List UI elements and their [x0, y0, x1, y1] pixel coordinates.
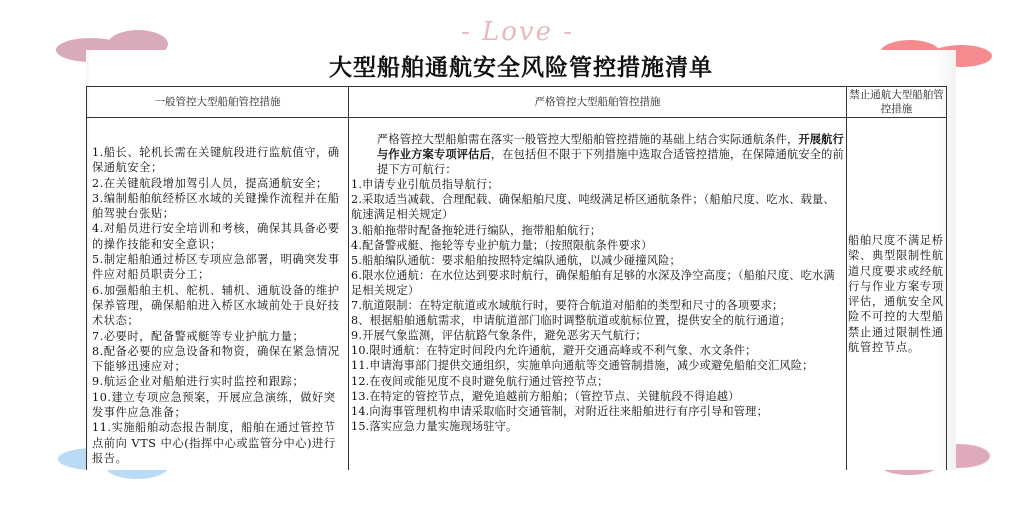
strict-measure-item: 11.申请海事部门提供交通组织，实施单向通航等交通管制措施，减少或避免船舶交汇风险；: [351, 359, 814, 373]
general-measure-item: 11.实施船舶动态报告制度，船舶在通过管控节点前向 VTS 中心(指挥中心或监管分中心)进行报告。: [92, 421, 336, 465]
strict-measure-item: 3.船舶拖带时配备拖轮进行编队，拖带船舶航行；: [351, 223, 602, 237]
header-general-measures: 一般管控大型船舶管控措施: [87, 87, 349, 118]
strict-measure-item: 14.向海事管理机构申请采取临时交通管制，对附近往来船舶进行有序引导和管理；: [351, 404, 768, 418]
general-measures-list: [87, 118, 348, 466]
strict-measure-item: 10.限时通航：在特定时间段内允许通航，避开交通高峰或不利气象、水文条件；: [351, 344, 757, 358]
strict-measure-item: 12.在夜间或能见度不良时避免航行通过管控节点；: [351, 374, 609, 388]
header-prohibited-label: 禁止通航大型船舶管控措施: [849, 89, 944, 115]
strict-measure-item: 9.开展气象监测，评估航路气象条件，避免恶劣天气航行；: [351, 329, 647, 343]
general-measure-item: 6.加强船舶主机、舵机、辅机、通航设备的维护保养管理，确保船舶进入桥区水域前处于良好技术状态；: [92, 283, 340, 328]
general-measure-item: 3.编制船舶航经桥区水域的关键操作流程并在船舶驾驶台张贴；: [92, 191, 340, 221]
general-measure-item: 5.制定船舶通过桥区专项应急部署，明确突发事件应对船员职责分工；: [92, 253, 340, 282]
general-measure-item: 10.建立专项应急预案，开展应急演练，做好突发事件应急准备；: [92, 390, 336, 420]
prohibited-measures-text: 船舶尺度不满足桥梁、典型限制性航道尺度要求或经航行与作业方案专项评估，通航安全风险不可控的大型船禁止通过限制性通航管控节点。: [848, 234, 944, 355]
document-sheet: [86, 50, 956, 470]
general-measure-item: 7.必要时，配备警戒艇等专业护航力量；: [92, 329, 305, 343]
strict-measure-item: 1.申请专业引航员指导航行；: [351, 178, 499, 192]
strict-measures-cell: [349, 118, 847, 471]
strict-measure-item: 2.采取适当减载、合理配载、确保船舶尺度、吨级满足桥区通航条件；（船舶尺度、吃水、载量、航速满足相关规定）: [351, 193, 835, 222]
page-title: 大型船舶通航安全风险管控措施清单: [329, 54, 713, 81]
strict-measure-item: 6.限水位通航：在水位达到要求时航行，确保船舶有足够的水深及净空高度；（船舶尺度、吃水满足相关规定）: [351, 268, 835, 297]
strict-measures-list: [349, 118, 846, 434]
general-measure-item: 8.配备必要的应急设备和物资，确保在紧急情况下能够迅速应对；: [92, 344, 340, 374]
header-prohibited-measures: [847, 87, 947, 118]
general-measure-item: 2.在关键航段增加驾引人员，提高通航安全；: [92, 176, 328, 190]
general-measure-item: 9.航运企业对船舶进行实时监控和跟踪；: [92, 375, 305, 389]
strict-intro-text-cont: ，在包括但不限于下列措施中选取合适管控措施，在保障通航安全的前提下方可航行：: [377, 148, 844, 177]
measures-table: [86, 86, 947, 470]
strict-measure-item: 5.船舶编队通航：要求船舶按照特定编队通航，以减少碰撞风险；: [351, 253, 681, 267]
strict-measure-item: 13.在特定的管控节点，避免追越前方船舶；（管控节点、关键航段不得追越）: [351, 389, 740, 403]
strict-measure-item: 8、根据船舶通航需求，申请航道部门临时调整航道或航标位置，提供安全的航行通道；: [351, 314, 792, 328]
general-measure-item: 1.船长、轮机长需在关键航段进行监航值守，确保通航安全；: [92, 146, 340, 175]
strict-intro-text: 严格管控大型船舶需在落实一般管控大型船舶管控措施的基础上结合实际通航条件，: [377, 133, 799, 146]
table-header-row: [87, 87, 947, 118]
strict-intro-emphasis: 开展航行与作业方案专项评估后: [377, 132, 844, 162]
header-strict-measures: 严格管控大型船舶管控措施: [349, 87, 847, 118]
strict-measure-item: 7.航道限制：在特定航道或水域航行时，要符合航道对船舶的类型和尺寸的各项要求；: [351, 299, 784, 313]
strict-measure-item: 15.落实应急力量实施现场驻守。: [351, 419, 518, 433]
love-decoration-text: - Love -: [460, 17, 575, 47]
strict-measure-item: 4.配备警戒艇、拖轮等专业护航力量；（按照限航条件要求）: [351, 238, 653, 252]
table-body-row: [87, 118, 947, 471]
general-measures-cell: [87, 118, 349, 471]
general-measure-item: 4.对船员进行安全培训和考核，确保其具备必要的操作技能和安全意识；: [92, 222, 340, 251]
strict-intro-paragraph: [351, 132, 844, 177]
prohibited-measures-cell: [847, 118, 947, 471]
